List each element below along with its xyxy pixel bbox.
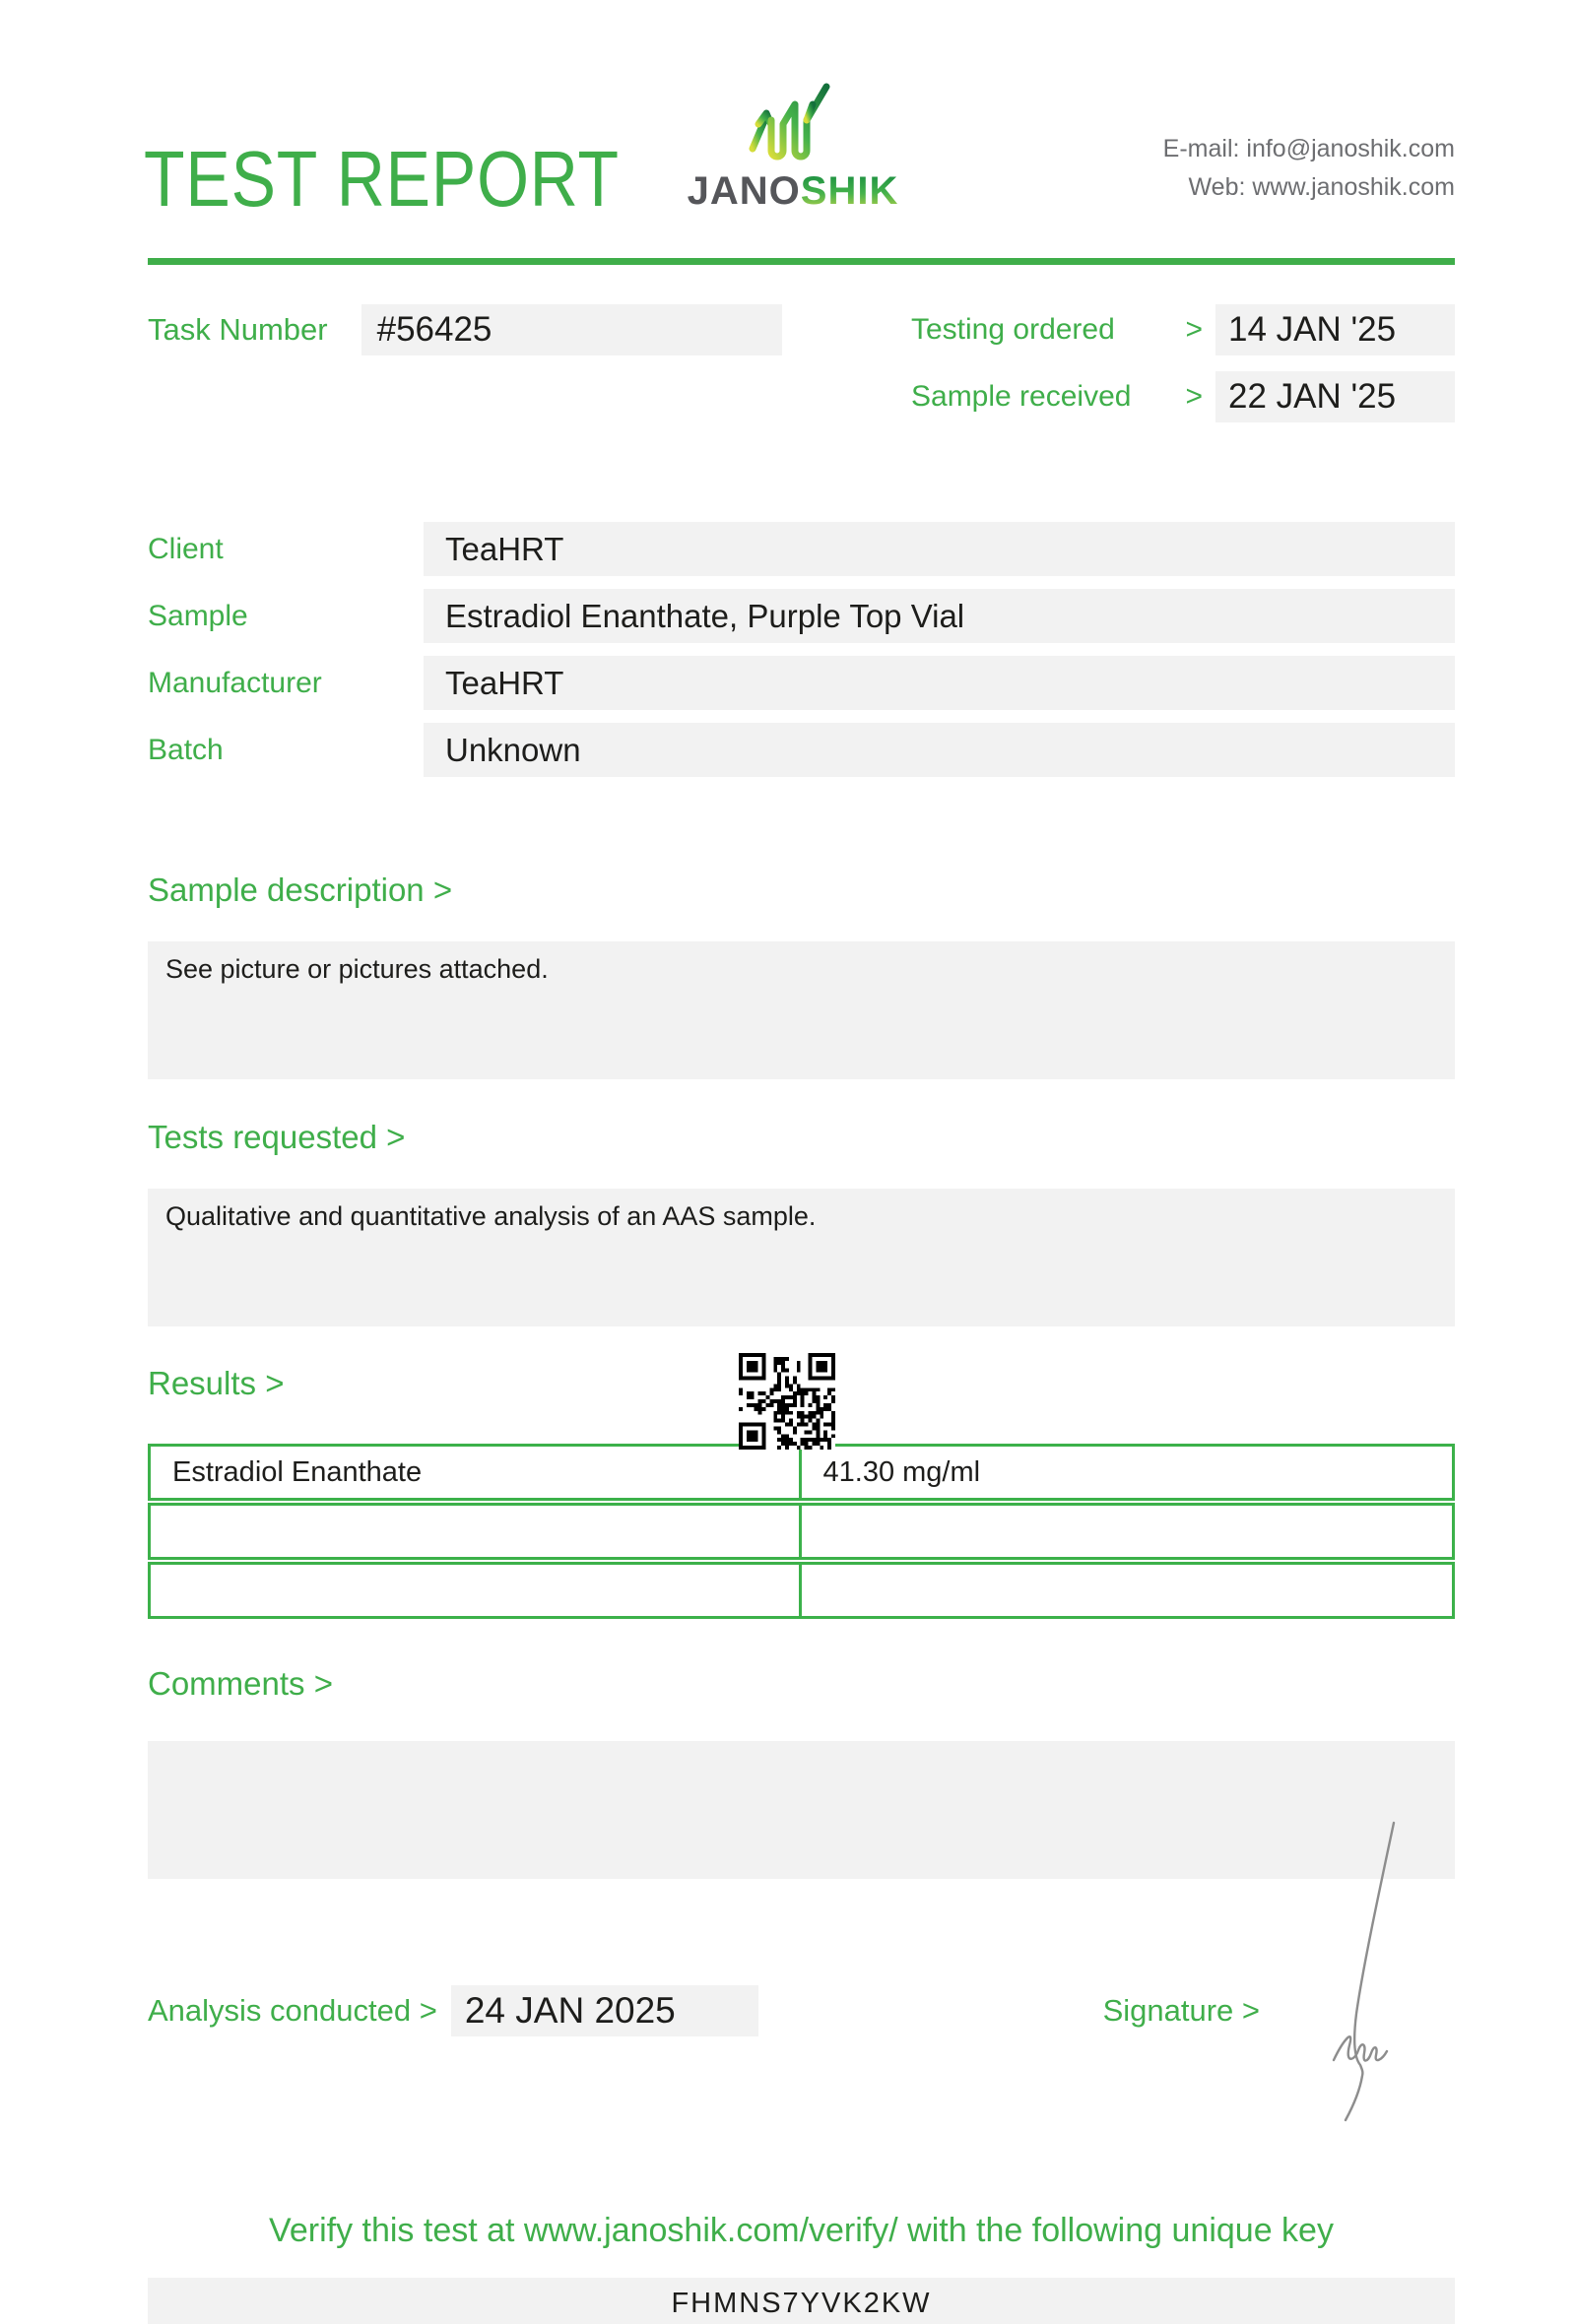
- batch-row: [148, 723, 1455, 777]
- result-concentration: 41.30 mg/ml: [822, 1456, 981, 1488]
- testing-ordered-label: Testing ordered: [911, 313, 1115, 346]
- result-substance: [151, 1506, 802, 1557]
- results-heading: Results >: [148, 1365, 285, 1401]
- logo-shik: SHIK: [800, 169, 899, 213]
- tests-requested-box: Qualitative and quantitative analysis of an AAS sample.: [148, 1189, 1455, 1326]
- batch-label: Batch: [148, 733, 224, 766]
- sample-value: Estradiol Enanthate, Purple Top Vial: [424, 589, 1455, 643]
- verify-instruction: Verify this test at www.janoshik.com/verify/ with the following unique key: [269, 2212, 1334, 2249]
- header-divider: [148, 258, 1455, 265]
- arrow-glyph: >: [1185, 313, 1203, 346]
- comments-section: [148, 1662, 1455, 1879]
- contact-email: E-mail: info@janoshik.com: [1162, 135, 1455, 162]
- contact-web: Web: www.janoshik.com: [1188, 173, 1455, 201]
- footer-row: [148, 1985, 1455, 2036]
- sample-received-label: Sample received: [911, 380, 1132, 413]
- verification-key: FHMNS7YVK2KW: [148, 2278, 1455, 2324]
- sample-description-heading: Sample description >: [148, 872, 453, 908]
- logo-jano: JANO: [687, 169, 801, 213]
- sample-received-value: 22 JAN '25: [1215, 371, 1455, 422]
- testing-ordered-value: 14 JAN '25: [1215, 304, 1455, 355]
- sample-received-row: [911, 371, 1455, 422]
- manufacturer-label: Manufacturer: [148, 666, 322, 699]
- manufacturer-row: [148, 656, 1455, 710]
- manufacturer-value: TeaHRT: [424, 656, 1455, 710]
- result-concentration: [802, 1506, 1453, 1557]
- sample-label: Sample: [148, 599, 248, 632]
- result-concentration: [802, 1565, 1453, 1616]
- sample-description-section: [148, 869, 1455, 1079]
- sample-info: [148, 522, 1455, 777]
- tests-requested-heading: Tests requested >: [148, 1119, 406, 1155]
- sample-description-box: See picture or pictures attached.: [148, 941, 1455, 1079]
- testing-ordered-row: [911, 304, 1455, 355]
- page-title: TEST REPORT: [144, 135, 620, 223]
- janoshik-logo: [680, 77, 906, 214]
- result-substance: Estradiol Enanthate: [151, 1447, 802, 1498]
- comments-box: [148, 1741, 1455, 1879]
- report-header: [144, 69, 1455, 258]
- results-section: [148, 1362, 1455, 1619]
- client-value: TeaHRT: [424, 522, 1455, 576]
- client-label: Client: [148, 532, 224, 565]
- table-row: [148, 1503, 1455, 1560]
- signature-label: Signature >: [1102, 1993, 1260, 2028]
- sample-row: [148, 589, 1455, 643]
- handwritten-signature: [1300, 1817, 1428, 2124]
- analysis-conducted-label: Analysis conducted >: [148, 1993, 437, 2028]
- tests-requested-section: [148, 1116, 1455, 1326]
- growth-chart-arrow-icon: [748, 77, 838, 163]
- result-substance: [151, 1565, 802, 1616]
- task-number-group: [148, 304, 782, 355]
- meta-row: [148, 304, 1455, 438]
- table-row: [148, 1444, 1455, 1501]
- dates-group: [911, 304, 1455, 438]
- qr-code: [739, 1353, 835, 1450]
- comments-heading: Comments >: [148, 1665, 333, 1702]
- task-number-value: #56425: [361, 304, 782, 355]
- contact-block: [1163, 130, 1455, 207]
- task-number-label: Task Number: [148, 312, 328, 347]
- logo-wordmark: [680, 169, 906, 214]
- client-row: [148, 522, 1455, 576]
- arrow-glyph: >: [1185, 380, 1203, 413]
- batch-value: Unknown: [424, 723, 1455, 777]
- analysis-conducted-value: 24 JAN 2025: [451, 1985, 758, 2036]
- table-row: [148, 1562, 1455, 1619]
- results-table: [148, 1444, 1455, 1619]
